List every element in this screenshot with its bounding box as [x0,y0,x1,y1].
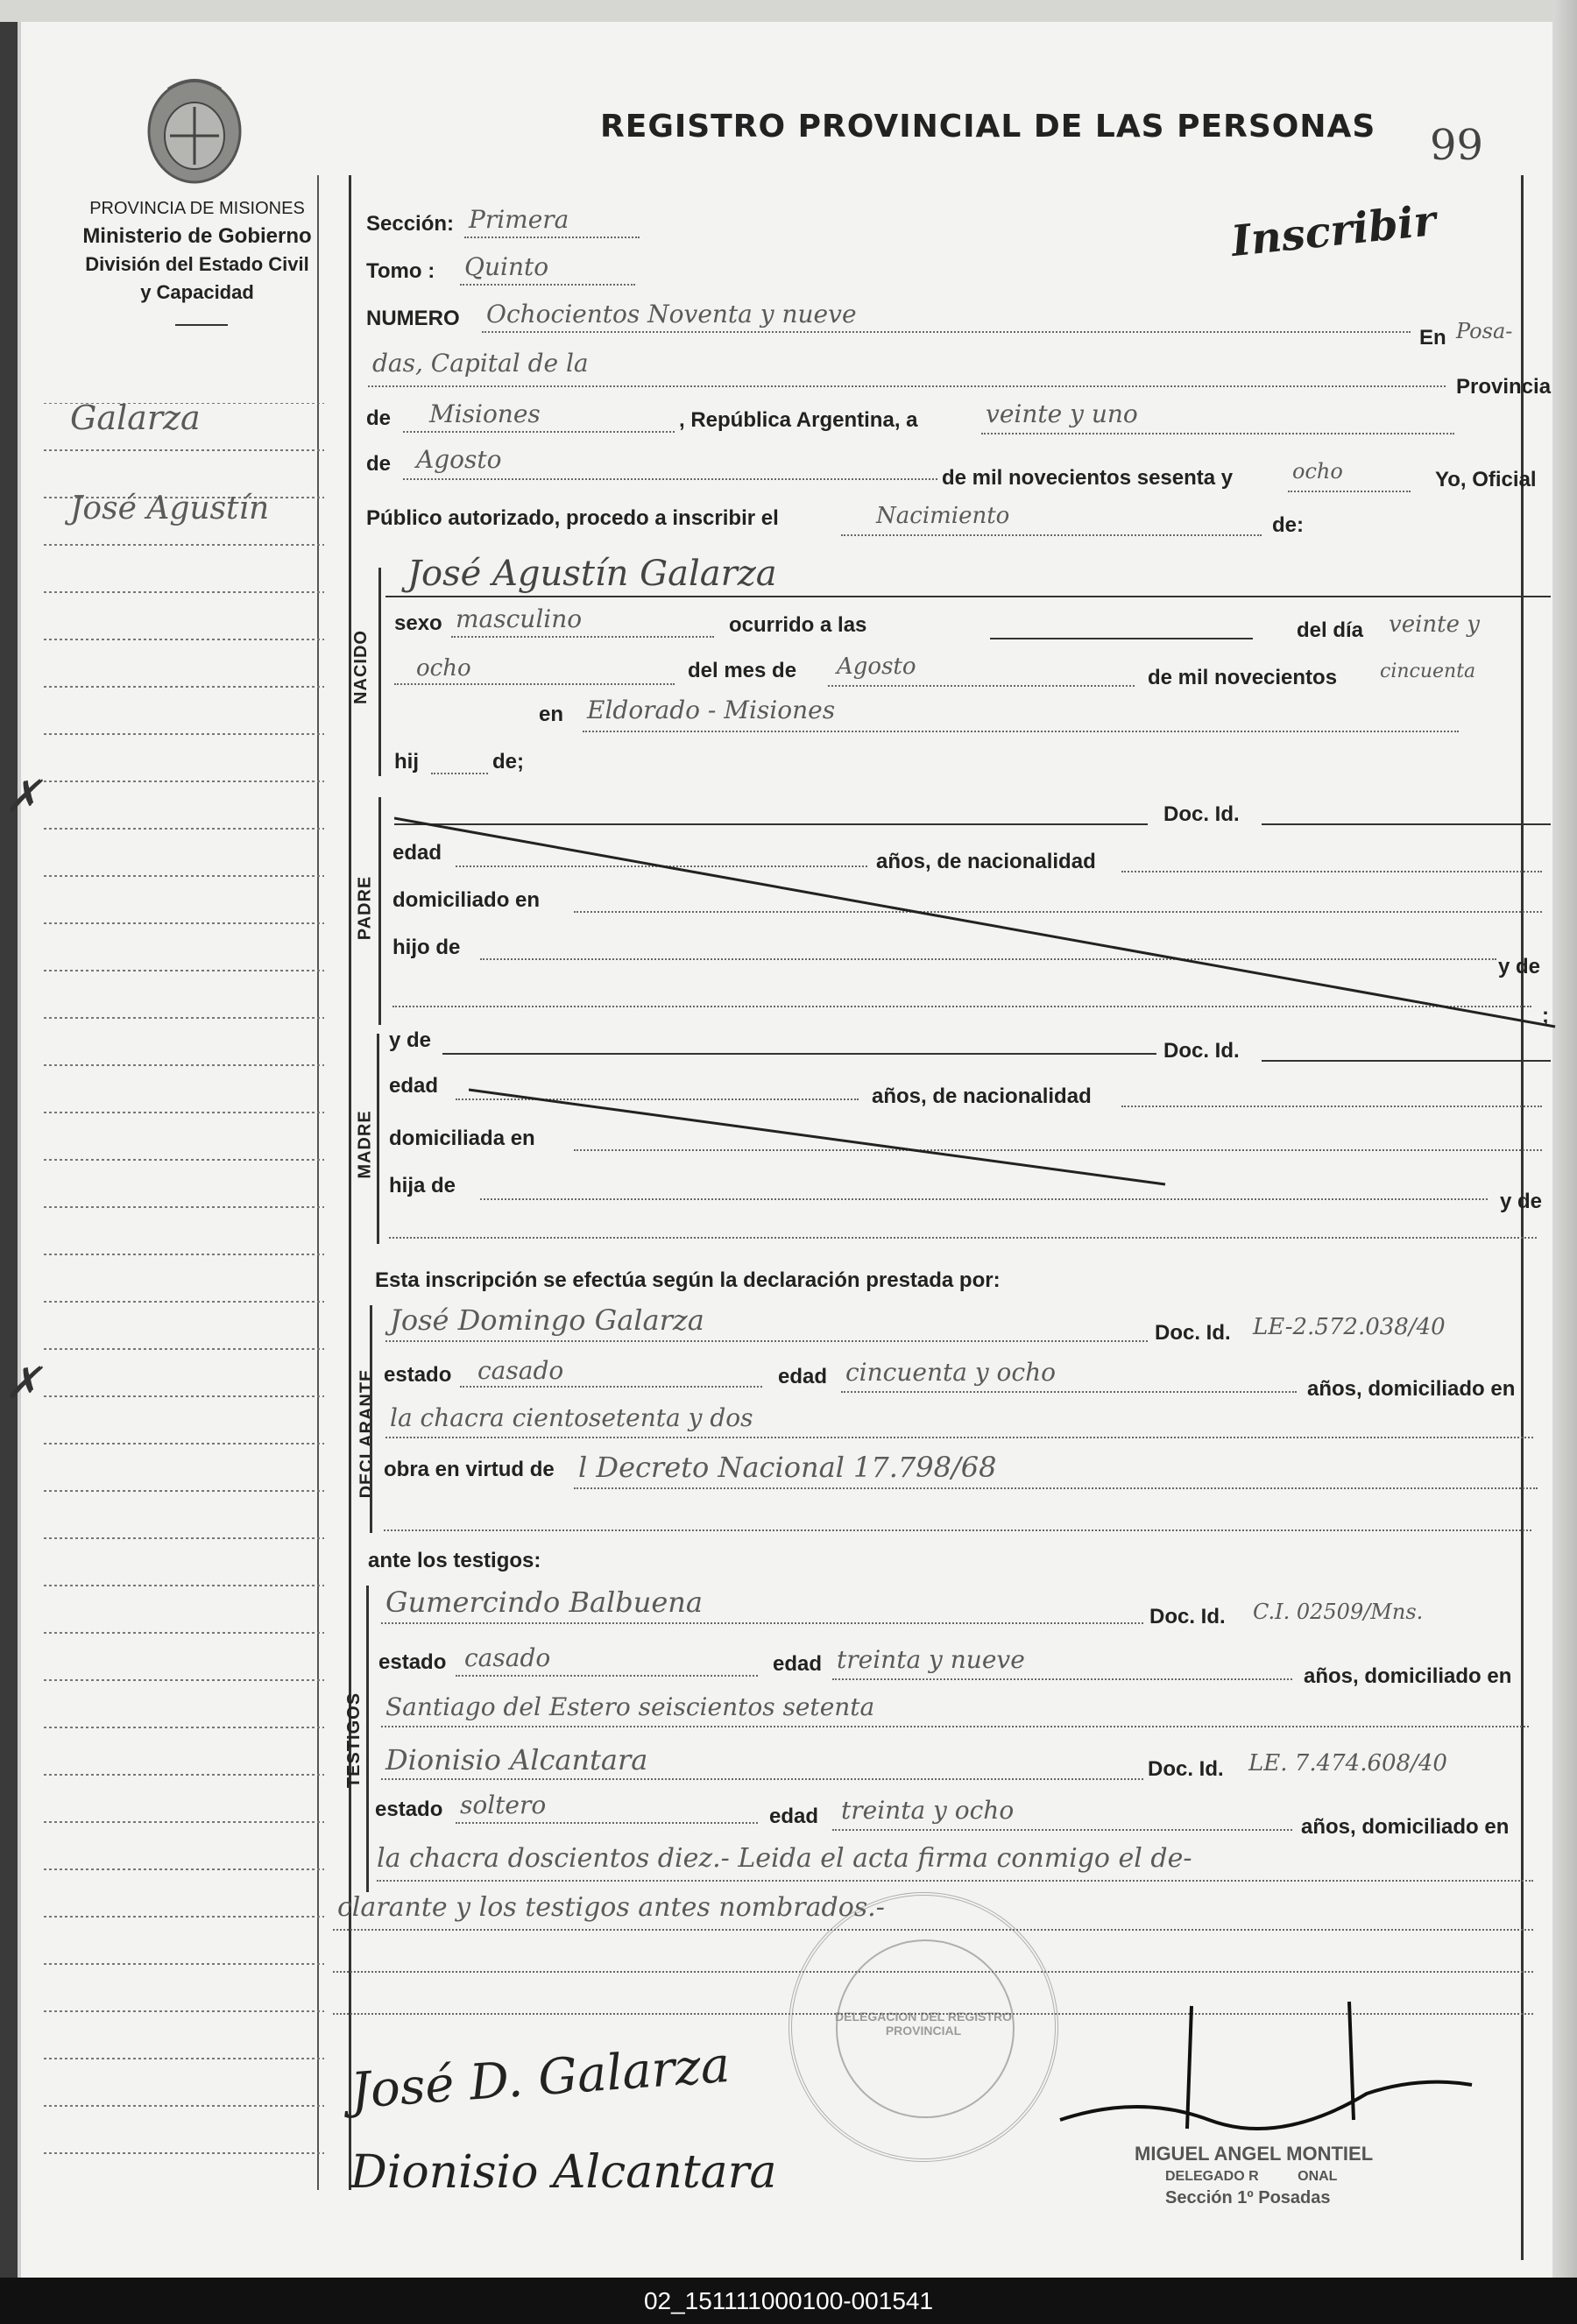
madre-name-rule [442,1053,1156,1055]
tomo-label: Tomo : [366,259,435,283]
acto-rule [841,534,1262,536]
declarante-estado: casado [477,1356,564,1385]
dia-value: veinte y [1389,611,1480,638]
nacido-section-label: NACIDO [350,630,371,704]
seccion-value: Primera [469,205,569,234]
provincial-crest [140,70,249,186]
testigo1-domicilio: Santiago del Estero seiscientos setenta [385,1692,875,1721]
hij-de-label: de; [492,750,524,773]
declarante-rule [370,1305,372,1533]
obra-value: l Decreto Nacional 17.798/68 [578,1451,997,1484]
madre-edad-label: edad [389,1074,439,1098]
testigo1-estado-rule [456,1675,758,1677]
city-value: das, Capital de la [372,349,589,378]
hora-rule [990,638,1253,639]
padre-section-label: PADRE [355,875,375,941]
mes-value: Agosto [837,653,916,680]
margin-mark-2: ✗ [4,1358,41,1409]
testigo2-estado-rule [456,1822,758,1824]
madre-cancel-line [469,1086,1170,1191]
province-rule [403,431,675,433]
testigo2-name: Dionisio Alcantara [385,1743,648,1777]
obra-label: obra en virtud de [384,1458,555,1481]
month-value: Agosto [416,445,502,474]
obra-rule [574,1487,1538,1489]
testigo2-dom-rule [377,1880,1533,1882]
testigo2-doc-label: Doc. Id. [1148,1757,1224,1781]
testigo1-name-rule [381,1622,1143,1624]
testigo2-doc: LE. 7.474.608/40 [1248,1750,1447,1777]
republica-label: , República Argentina, a [679,408,918,432]
tomo-rule [460,284,635,286]
official-section: Sección 1º Posadas [1165,2188,1331,2207]
declarante-dom-rule [385,1437,1533,1438]
hij-rule [431,773,488,774]
testigo1-estado: casado [464,1643,551,1672]
padre-hijo-label: hijo de [392,936,461,959]
nacido-rule [378,568,381,776]
padre-rule [378,797,381,1025]
margin-mark-1: ✗ [4,771,41,822]
office-line-2: Ministerio de Gobierno [82,224,312,248]
nacido-name: José Agustín Galarza [407,554,777,594]
office-line-4: y Capacidad [140,281,254,303]
dia-value-2: ocho [416,655,471,682]
official-stamp [788,1892,1058,2162]
testigos-section-label: TESTIGOS [344,1692,364,1789]
padre-cancel-line [394,815,1559,1034]
madre-domicilio-label: domiciliada en [389,1127,535,1150]
padre-edad-label: edad [392,841,442,865]
testigo1-edad-rule [832,1678,1292,1680]
year-value: ocho [1292,459,1343,484]
madre-yde-label: y de [389,1028,432,1052]
testigo2-edad-rule [832,1829,1292,1831]
margin-given-names: José Agustín [70,491,270,526]
de-colon-label: de: [1272,513,1304,537]
madre-doc-label: Doc. Id. [1163,1039,1240,1063]
testigo1-doc-label: Doc. Id. [1149,1605,1226,1628]
madre-yde2-rule [389,1237,1537,1239]
oficial-label: Yo, Oficial [1435,468,1537,491]
anio-value: cincuenta [1380,660,1476,682]
declarante-estado-label: estado [384,1363,452,1387]
lugar-value: Eldorado - Misiones [587,696,836,724]
testigo2-edad-label: edad [769,1805,819,1828]
madre-rule [377,1034,379,1244]
margin-ruled-lines [44,403,333,2207]
sexo-rule [451,636,714,638]
numero-label: NUMERO [366,307,460,330]
signature-testigo: Dionisio Alcantara [350,2146,777,2199]
dia2-rule [394,683,675,685]
seccion-rule [464,237,640,238]
book-edge [1552,0,1577,2278]
publico-label: Público autorizado, procedo a inscribir el [366,506,779,530]
madre-hija-rule [480,1198,1488,1200]
declarante-edad-label: edad [778,1365,828,1388]
declarante-extra-rule [384,1529,1531,1531]
del-mes-label: del mes de [688,659,797,682]
day-rule [981,433,1454,434]
madre-section-label: MADRE [355,1110,375,1179]
padre-nacionalidad-label: años, de nacionalidad [876,850,1096,873]
hij-label: hij [394,750,419,773]
declarante-doc-label: Doc. Id. [1155,1321,1231,1345]
testigo2-estado-label: estado [375,1798,443,1821]
sexo-label: sexo [394,611,442,635]
lugar-rule [583,731,1459,732]
declarante-doc: LE-2.572.038/40 [1253,1314,1446,1340]
de-label-2: de [366,452,392,476]
en-place-label: en [539,703,564,726]
month-rule [403,478,937,480]
year-rule [1288,491,1411,492]
testigo1-dom-rule [381,1726,1529,1727]
padre-yde-label: y de [1498,955,1541,978]
padre-domicilio-label: domiciliado en [392,888,541,912]
testigo1-estado-label: estado [378,1650,447,1674]
padre-doc-label: Doc. Id. [1163,802,1240,826]
form-left-rule [349,175,351,2190]
provincia-label: Provincia [1456,375,1552,399]
testigo1-domicilio-label: años, domiciliado en [1304,1664,1512,1688]
testigos-rule [366,1586,369,1892]
year-label: de mil novecientos sesenta y [942,466,1234,490]
madre-nac-rule [1121,1105,1542,1107]
declarante-domicilio: la chacra cientosetenta y dos [390,1403,753,1432]
declarante-estado-rule [460,1386,762,1388]
testigo1-doc: C.I. 02509/Mns. [1253,1600,1424,1624]
declarante-edad-rule [841,1391,1297,1393]
padre-semicolon: ; [1542,1004,1549,1028]
acto-value: Nacimiento [876,503,1010,529]
testigo2-estado: soltero [460,1791,547,1819]
madre-yde2-label: y de [1500,1190,1543,1213]
en-label: En [1419,326,1446,350]
day-value: veinte y uno [986,399,1138,428]
del-dia-label: del día [1297,618,1364,642]
madre-doc-rule [1262,1060,1551,1062]
signature-declarante: José D. Galarza [349,2036,732,2121]
testigo1-name: Gumercindo Balbuena [385,1586,703,1619]
declarante-edad: cincuenta y ocho [845,1358,1056,1387]
en-value: Posa- [1456,319,1513,343]
testigo2-domicilio-label: años, domiciliado en [1301,1815,1510,1839]
madre-nacionalidad-label: años, de nacionalidad [872,1084,1092,1108]
heading-underline [175,324,228,326]
page-title: REGISTRO PROVINCIAL DE LAS PERSONAS [600,109,1376,145]
testigo1-edad-label: edad [773,1652,823,1676]
testigos-intro: ante los testigos: [368,1549,541,1572]
de-label: de [366,406,392,430]
official-name: MIGUEL ANGEL MONTIEL [1135,2143,1374,2165]
office-line-3: División del Estado Civil [85,253,309,275]
declarante-domicilio-label: años, domiciliado en [1307,1377,1516,1401]
testigo2-name-rule [381,1778,1143,1780]
sexo-value: masculino [456,604,583,633]
declarante-section-label: DECLARANTE [357,1368,377,1499]
stamp-text: DELEGACION DEL REGISTRO PROVINCIAL [835,2010,1012,2038]
declarante-name-rule [385,1340,1148,1342]
testigo2-domicilio: la chacra doscientos diez.- Leida el acta firma conmigo el de- [377,1843,1192,1874]
declarante-name: José Domingo Galarza [390,1303,704,1337]
mes-rule [828,685,1135,687]
city-rule [368,385,1446,387]
testigo2-edad: treinta y ocho [841,1796,1015,1825]
testigo1-edad: treinta y nueve [837,1645,1025,1674]
closing-text: clarante y los testigos antes nombrados.- [337,1892,885,1923]
tomo-value: Quinto [464,252,549,281]
numero-rule [482,331,1411,333]
margin-note: Inscribir [1228,195,1439,267]
margin-surname: Galarza [70,399,201,437]
file-id-footer: 02_151111000100-001541 [0,2278,1577,2324]
madre-hija-label: hija de [389,1174,456,1197]
declarante-intro: Esta inscripción se efectúa según la declaración prestada por: [375,1268,1001,1292]
page-number: 99 [1430,121,1484,170]
mil-label: de mil novecientos [1148,666,1338,689]
province-value: Misiones [429,399,541,428]
top-strip [0,0,1577,22]
numero-value: Ochocientos Noventa y nueve [486,300,857,328]
official-signature [1034,1988,1489,2164]
nacido-name-rule [385,596,1551,597]
ocurrido-label: ocurrido a las [729,613,867,637]
seccion-label: Sección: [366,212,455,236]
office-line-1: PROVINCIA DE MISIONES [89,199,305,218]
official-title: DELEGADO R ONAL [1165,2169,1338,2184]
